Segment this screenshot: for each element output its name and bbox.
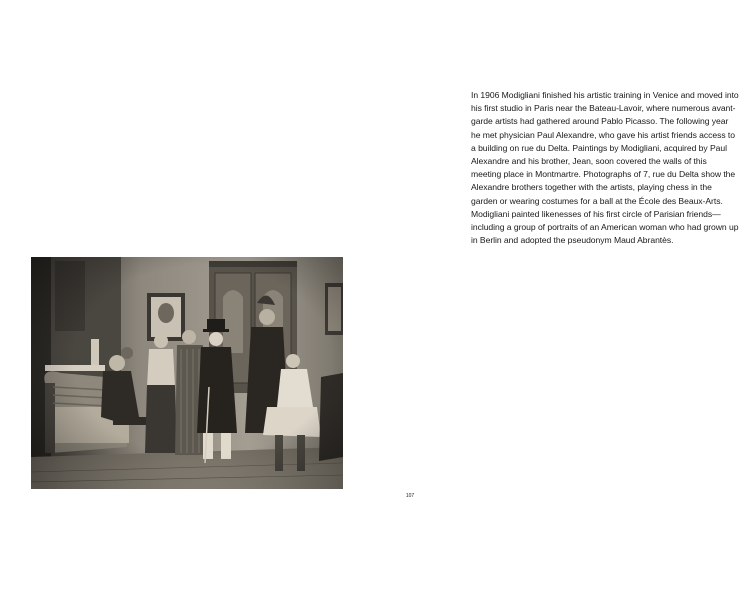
page-number: 107 bbox=[405, 493, 415, 499]
body-text: In 1906 Modigliani finished his artistic training in Venice and moved into his first studio in Paris near the Bateau-Lavoir, where numerous avant-garde artists had gathered around Pablo Picasso. The following year he met physician Paul Alexandre, who gave his artist friends access to a building on rue du Delta. Paintings by Modigliani, acquired by Paul Alexandre and his brother, Jean, soon covered the walls of this meeting place in Montmartre. Photographs of 7, rue du Delta show the Alexandre brothers together with the artists, playing chess in the garden or wearing costumes for a ball at the École des Beaux-Arts. Modigliani painted likenesses of his first circle of Parisian friends—including a group of portraits of an American woman who had grown up in Berlin and adopted the pseudonym Maud Abrantès. bbox=[471, 90, 739, 246]
photograph-image bbox=[31, 257, 343, 489]
archival-photograph bbox=[31, 257, 343, 489]
